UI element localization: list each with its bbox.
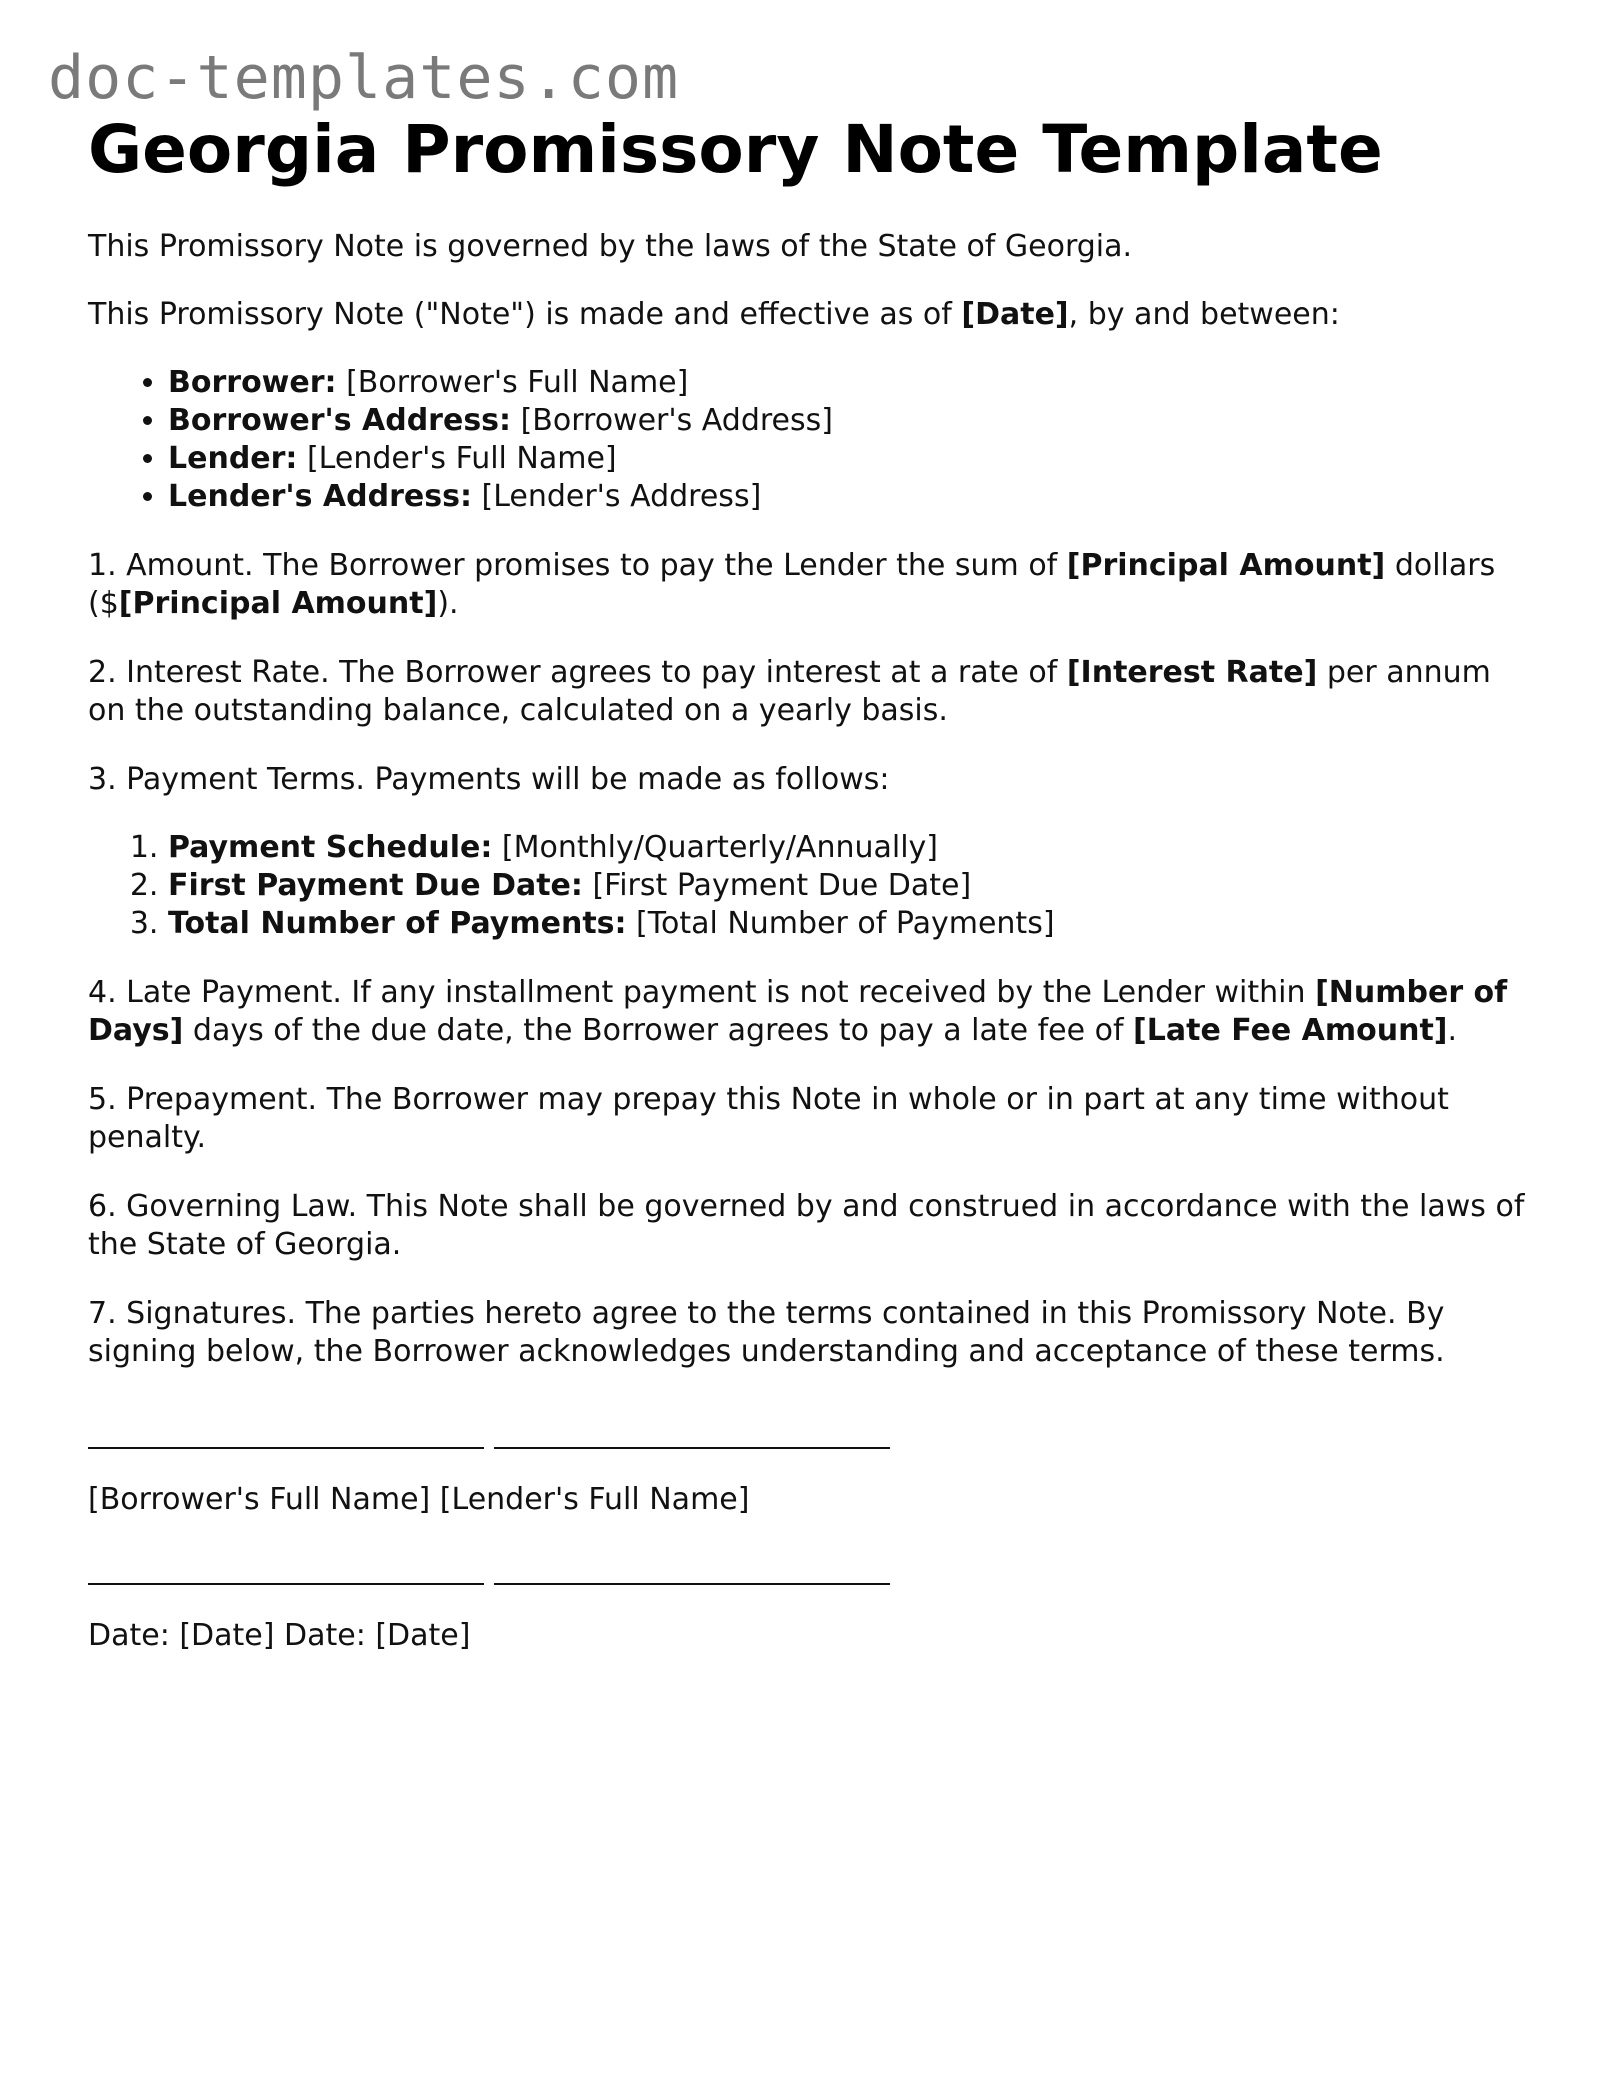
signature-names: [Borrower's Full Name] [Lender's Full Name] — [88, 1481, 750, 1517]
list-item — [168, 402, 1528, 440]
section-text: 2. Interest Rate. The Borrower agrees to pay interest at a rate of — [88, 654, 1067, 690]
document-page — [88, 112, 1528, 1655]
party-value: [Lender's Address] — [471, 478, 762, 514]
term-value: [Total Number of Payments] — [626, 905, 1055, 941]
days-placeholder: [Number of Days] — [88, 974, 1508, 1048]
section-text: dollars ($ — [88, 547, 1496, 621]
section-signatures: 7. Signatures. The parties hereto agree to the terms contained in this Promissory Note. By signing below, the Borrower acknowledges understanding and acceptance of these terms. — [88, 1295, 1445, 1369]
page-title: Georgia Promissory Note Template — [88, 111, 1383, 188]
party-label: Borrower: — [168, 364, 337, 400]
section-text: days of the due date, the Borrower agrees to pay a late fee of — [183, 1012, 1134, 1048]
date-lines — [88, 1559, 1528, 1597]
intro-text-end: , by and between: — [1068, 296, 1340, 332]
governing-statement: This Promissory Note is governed by the laws of the State of Georgia. — [88, 228, 1133, 264]
party-label: Lender's Address: — [168, 478, 472, 514]
section-text: . — [1447, 1012, 1458, 1048]
list-item — [168, 440, 1528, 478]
lender-date-line[interactable] — [494, 1583, 890, 1585]
list-item — [168, 478, 1528, 516]
section-prepayment: 5. Prepayment. The Borrower may prepay this Note in whole or in part at any time without penalty. — [88, 1081, 1449, 1155]
effective-date-statement — [88, 296, 1528, 334]
section-text: 4. Late Payment. If any installment payment is not received by the Lender within — [88, 974, 1316, 1010]
list-item — [168, 364, 1528, 402]
lender-signature-line[interactable] — [494, 1447, 890, 1449]
term-label: Total Number of Payments: — [168, 905, 627, 941]
section-amount — [88, 547, 1528, 623]
parties-list — [88, 364, 1528, 516]
list-item — [168, 867, 1528, 905]
principal-placeholder: [Principal Amount] — [118, 585, 438, 621]
section-late-payment — [88, 974, 1528, 1050]
section-interest-rate — [88, 654, 1528, 730]
watermark-logo: doc-templates.com — [48, 43, 680, 113]
party-value: [Lender's Full Name] — [297, 440, 617, 476]
term-value: [Monthly/Quarterly/Annually] — [492, 829, 939, 865]
party-value: [Borrower's Address] — [511, 402, 833, 438]
principal-placeholder: [Principal Amount] — [1066, 547, 1386, 583]
list-item — [168, 829, 1528, 867]
signature-dates: Date: [Date] Date: [Date] — [88, 1617, 471, 1653]
date-placeholder: [Date] — [961, 296, 1069, 332]
section-text: 1. Amount. The Borrower promises to pay the Lender the sum of — [88, 547, 1067, 583]
section-payment-terms: 3. Payment Terms. Payments will be made as follows: — [88, 761, 890, 797]
interest-rate-placeholder: [Interest Rate] — [1066, 654, 1318, 690]
party-value: [Borrower's Full Name] — [336, 364, 689, 400]
term-label: Payment Schedule: — [168, 829, 493, 865]
term-value: [First Payment Due Date] — [582, 867, 972, 903]
signature-lines — [88, 1423, 1528, 1461]
borrower-date-line[interactable] — [88, 1583, 484, 1585]
late-fee-placeholder: [Late Fee Amount] — [1133, 1012, 1448, 1048]
borrower-signature-line[interactable] — [88, 1447, 484, 1449]
section-text: ). — [437, 585, 459, 621]
party-label: Lender: — [168, 440, 298, 476]
term-label: First Payment Due Date: — [168, 867, 583, 903]
section-governing-law: 6. Governing Law. This Note shall be governed by and construed in accordance with the laws of the State of Georgia. — [88, 1188, 1525, 1262]
payment-terms-list — [88, 829, 1528, 943]
intro-text: This Promissory Note ("Note") is made and effective as of — [88, 296, 962, 332]
party-label: Borrower's Address: — [168, 402, 512, 438]
section-text: per annum on the outstanding balance, calculated on a yearly basis. — [88, 654, 1491, 728]
list-item — [168, 905, 1528, 943]
